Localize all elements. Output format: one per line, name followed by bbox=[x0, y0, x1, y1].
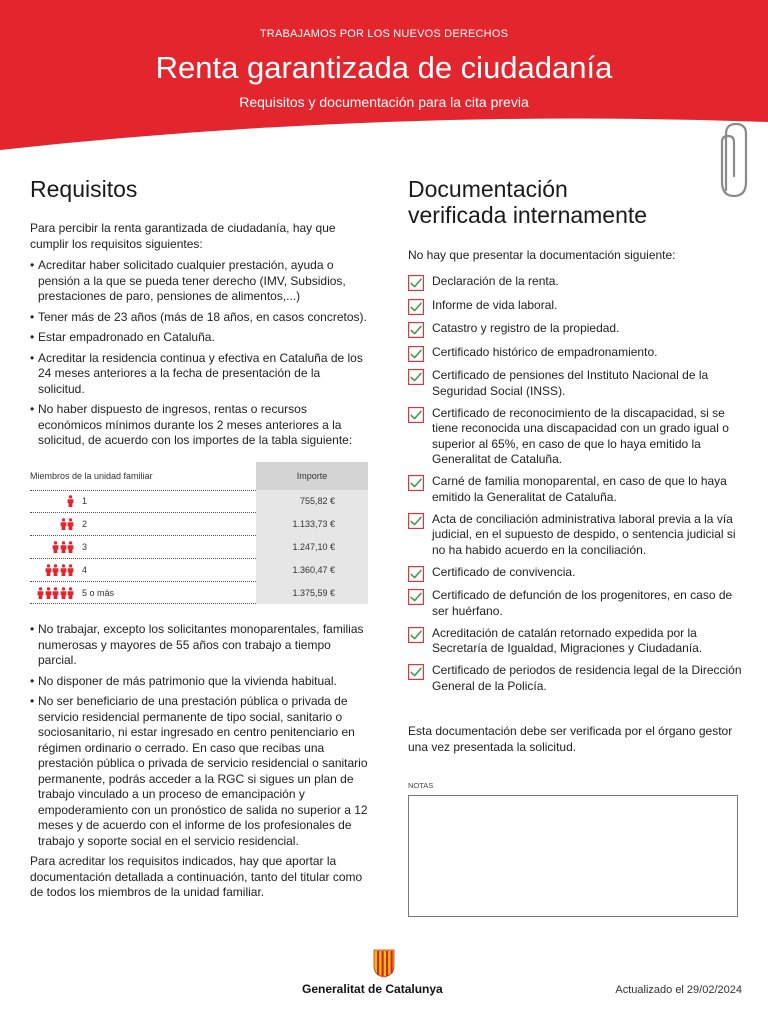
list-item: • Acreditar la residencia continua y efectiva en Cataluña de los 24 meses anteriores a la fecha de presentación de la solicitud. bbox=[30, 351, 370, 398]
people-icons bbox=[30, 541, 82, 553]
checklist-item bbox=[408, 321, 748, 338]
checklist-item bbox=[408, 274, 748, 291]
checklist-item-label: Carné de familia monoparental, en caso de que lo haya emitido la Generalitat de Cataluña. bbox=[432, 474, 727, 504]
checklist-item bbox=[408, 345, 748, 362]
checklist-item-label: Informe de vida laboral. bbox=[432, 297, 558, 312]
checkbox-checked-icon bbox=[408, 566, 424, 582]
page-subtitle: Requisitos y documentación para la cita previa bbox=[239, 94, 529, 110]
checkbox-checked-icon bbox=[408, 275, 424, 291]
members-count: 5 o más bbox=[82, 587, 115, 598]
checkbox-checked-icon bbox=[408, 299, 424, 315]
generalitat-name: Generalitat de Catalunya bbox=[302, 982, 443, 996]
income-table bbox=[30, 463, 368, 605]
requisitos-intro: Para percibir la renta garantizada de ciudadanía, hay que cumplir los requisitos siguientes: bbox=[30, 221, 336, 251]
requisitos-closing: Para acreditar los requisitos indicados, hay que aportar la documentación detallada a continuación, tanto del titular como de todos los miembros de la unidad familiar. bbox=[30, 854, 363, 900]
amount-value: 1.360,47 € bbox=[256, 558, 368, 581]
person-icon bbox=[67, 518, 74, 530]
person-icon bbox=[52, 564, 59, 576]
checkbox-checked-icon bbox=[408, 664, 424, 680]
checklist-item bbox=[408, 512, 748, 559]
checklist-item-label: Certificado de convivencia. bbox=[432, 564, 576, 579]
list-item: • No disponer de más patrimonio que la vivienda habitual. bbox=[30, 674, 370, 690]
checklist-item bbox=[408, 626, 748, 657]
header-banner bbox=[0, 0, 768, 150]
list-item: • Acreditar haber solicitado cualquier prestación, ayuda o pensión a la que se pueda tener derecho (IMV, Subsidios, prestaciones de paro, pensiones de alimentos,...) bbox=[30, 258, 370, 305]
requisitos-list-top bbox=[30, 258, 370, 449]
members-count: 2 bbox=[82, 519, 88, 530]
checkbox-checked-icon bbox=[408, 627, 424, 643]
list-item: • Estar empadronado en Cataluña. bbox=[30, 330, 370, 346]
table-row bbox=[30, 513, 368, 536]
page-title: Renta garantizada de ciudadanía bbox=[155, 50, 613, 85]
column-header-members: Miembros de la unidad familiar bbox=[30, 471, 153, 481]
table-row bbox=[30, 536, 368, 559]
person-icon bbox=[60, 564, 67, 576]
amount-value: 1.133,73 € bbox=[256, 513, 368, 536]
checkbox-checked-icon bbox=[408, 322, 424, 338]
checklist-item-label: Certificado de pensiones del Instituto Nacional de la Seguridad Social (INSS). bbox=[432, 368, 709, 398]
requisitos-section bbox=[30, 176, 370, 901]
person-icon bbox=[60, 518, 67, 530]
person-icon bbox=[60, 587, 67, 599]
notas-label: NOTAS bbox=[408, 781, 434, 790]
checkbox-checked-icon bbox=[408, 369, 424, 385]
checklist-item bbox=[408, 474, 748, 505]
amount-value: 755,82 € bbox=[256, 490, 368, 513]
person-icon bbox=[52, 541, 59, 553]
notas-box[interactable] bbox=[408, 795, 738, 917]
amount-value: 1.247,10 € bbox=[256, 536, 368, 559]
person-icon bbox=[52, 587, 59, 599]
documentacion-intro: No hay que presentar la documentación siguiente: bbox=[408, 248, 676, 262]
checklist-item bbox=[408, 406, 748, 468]
person-icon bbox=[45, 587, 52, 599]
checklist-item bbox=[408, 298, 748, 315]
person-icon bbox=[67, 564, 74, 576]
person-icon bbox=[60, 541, 67, 553]
people-icons bbox=[30, 587, 82, 599]
list-item: • No haber dispuesto de ingresos, rentas o recursos económicos mínimos durante los 2 meses anteriores a la solicitud, de acuerdo con los importes de la tabla siguiente: bbox=[30, 402, 370, 449]
checklist-item-label: Certificado histórico de empadronamiento. bbox=[432, 344, 658, 359]
members-count: 1 bbox=[82, 496, 88, 507]
checklist-item bbox=[408, 368, 748, 399]
checklist-item bbox=[408, 588, 748, 619]
person-icon bbox=[67, 587, 74, 599]
checkbox-checked-icon bbox=[408, 407, 424, 423]
list-item: • Tener más de 23 años (más de 18 años, en casos concretos). bbox=[30, 310, 370, 326]
person-icon bbox=[45, 564, 52, 576]
person-icon bbox=[67, 495, 74, 507]
table-row bbox=[30, 559, 368, 582]
members-count: 3 bbox=[82, 541, 88, 552]
documentacion-title-line1: Documentación bbox=[408, 176, 568, 202]
checklist-item-label: Certificado de reconocimiento de la discapacidad, si se tiene reconocida una discapacidad con un grado igual o superior al 65%, en caso de que lo haya emitido la Generalitat de Cataluña. bbox=[432, 405, 729, 466]
table-header bbox=[30, 463, 368, 491]
column-header-amount: Importe bbox=[256, 462, 368, 490]
updated-date: Actualizado el 29/02/2024 bbox=[615, 984, 742, 996]
members-count: 4 bbox=[82, 564, 88, 575]
table-row bbox=[30, 491, 368, 514]
people-icons bbox=[30, 564, 82, 576]
requisitos-title: Requisitos bbox=[30, 176, 138, 202]
checklist-item-label: Declaración de la renta. bbox=[432, 274, 559, 288]
person-icon bbox=[67, 541, 74, 553]
person-icon bbox=[37, 587, 44, 599]
documentacion-title-line2: verificada internamente bbox=[408, 202, 648, 228]
checklist-item-label: Catastro y registro de la propiedad. bbox=[432, 321, 620, 335]
requisitos-list-bottom bbox=[30, 622, 370, 849]
documentacion-title bbox=[408, 176, 748, 228]
table-row bbox=[30, 582, 368, 605]
checkbox-checked-icon bbox=[408, 513, 424, 529]
amount-value: 1.375,59 € bbox=[256, 581, 368, 604]
people-icons bbox=[30, 518, 82, 530]
list-item: • No trabajar, excepto los solicitantes monoparentales, familias numerosas y mayores de 55 años con trabajo a tiempo parcial. bbox=[30, 622, 370, 669]
people-icons bbox=[30, 495, 82, 507]
checklist-item bbox=[408, 565, 748, 582]
checkbox-checked-icon bbox=[408, 475, 424, 491]
checkbox-checked-icon bbox=[408, 346, 424, 362]
verification-note: Esta documentación debe ser verificada por el órgano gestor una vez presentada la solicitud. bbox=[408, 724, 733, 754]
documentacion-section bbox=[408, 176, 748, 917]
generalitat-logo bbox=[372, 948, 396, 978]
documentacion-checklist bbox=[408, 274, 748, 694]
checklist-item-label: Acta de conciliación administrativa laboral previa a la vía judicial, en el supuesto de despido, o sentencia judicial si no ha habido acuerdo en la conciliación. bbox=[432, 511, 736, 557]
checklist-item bbox=[408, 663, 748, 694]
table-body bbox=[30, 491, 368, 605]
checklist-item-label: Certificado de defunción de los progenitores, en caso de ser huérfano. bbox=[432, 588, 733, 618]
checklist-item-label: Certificado de periodos de residencia legal de la Dirección General de la Policía. bbox=[432, 663, 742, 693]
checklist-item-label: Acreditación de catalán retornado expedida por la Secretaría de Igualdad, Migraciones y Ciudadanía. bbox=[432, 625, 703, 655]
checkbox-checked-icon bbox=[408, 589, 424, 605]
header-kicker: TRABAJAMOS POR LOS NUEVOS DERECHOS bbox=[259, 28, 509, 40]
list-item: • No ser beneficiario de una prestación pública o privada de servicio residencial permanente de tipo social, sanitario o sociosanitario, ni estar ingresado en centro penitenciario en régimen ordinario o cerrado. En caso que recibas una prestación pública o privada de servicio residencial o sanitario permanente, podrás acceder a la RGC si sigues un plan de trabajo vinculado a un proceso de emancipación y empoderamiento con un pronóstico de salida no superior a 12 meses y de acuerdo con el informe de los profesionales de trabajo y soporte social en el servicio residencial. bbox=[30, 694, 370, 849]
